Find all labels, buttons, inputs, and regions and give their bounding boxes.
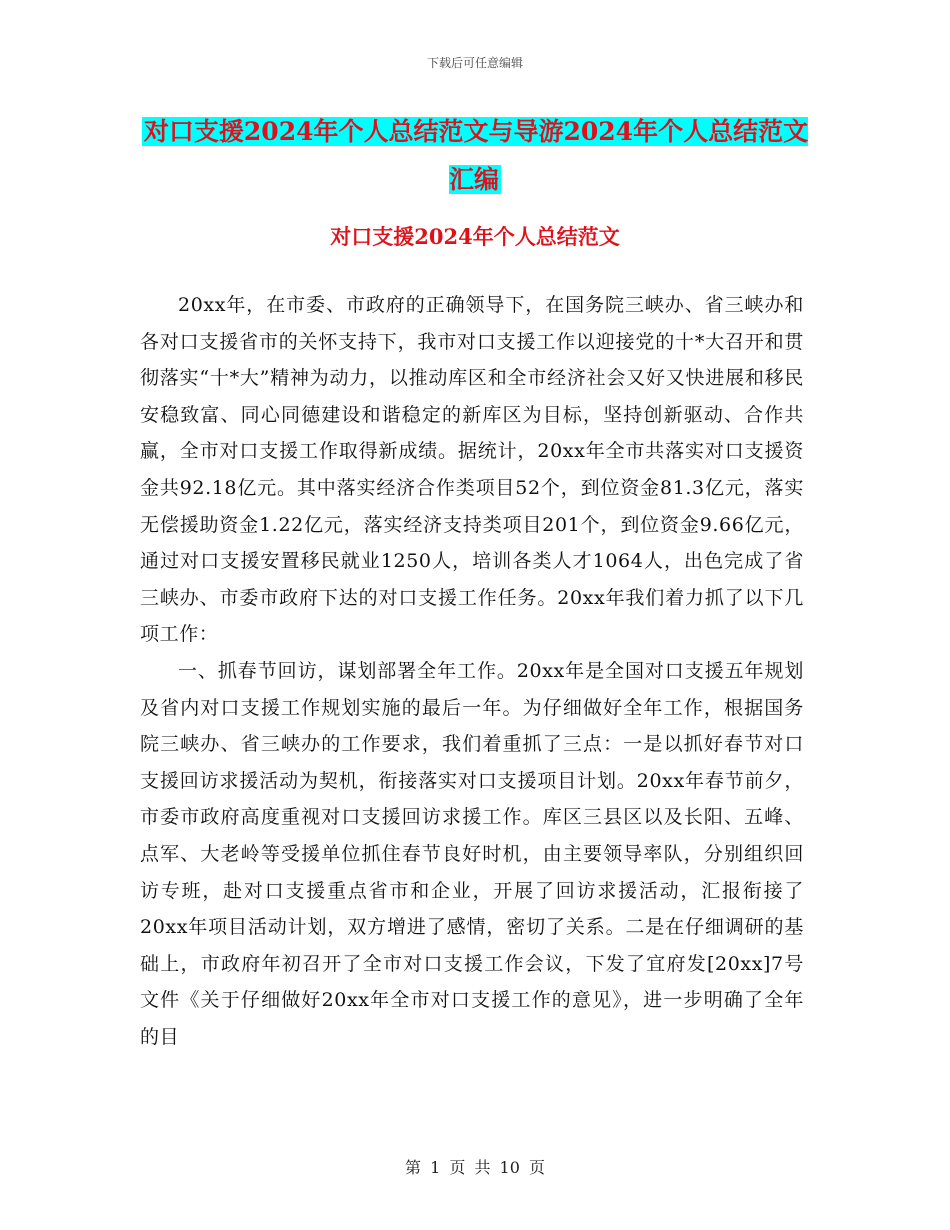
page-header-note: 下载后可任意编辑: [426, 56, 523, 70]
body-text: [140, 287, 804, 1055]
document-title-text: 对口支援2024年个人总结范文与导游2024年个人总结范文汇编: [143, 117, 809, 194]
document-title: [140, 108, 810, 204]
page-footer-indicator: 第 1 页 共 10 页: [405, 1158, 545, 1177]
section-title: 对口支援2024年个人总结范文: [330, 224, 620, 249]
paragraph: 一、抓春节回访，谋划部署全年工作。20xx年是全国对口支援五年规划及省内对口支援工作规划实施的最后一年。为仔细做好全年工作，根据国务院三峡办、省三峡办的工作要求，我们着重抓了三点：一是以抓好春节对口支援回访求援活动为契机，衔接落实对口支援项目计划。20xx年春节前夕，市委市政府高度重视对口支援回访求援工作。库区三县区以及长阳、五峰、点军、大老岭等受援单位抓住春节良好时机，由主要领导率队，分别组织回访专班，赴对口支援重点省市和企业，开展了回访求援活动，汇报衔接了20xx年项目活动计划，双方增进了感情，密切了关系。二是在仔细调研的基础上，市政府年初召开了全市对口支援工作会议，下发了宜府发[20xx]7号文件《关于仔细做好20xx年全市对口支援工作的意见》，进一步明确了全年的目: [140, 659, 804, 1048]
paragraph: 20xx年，在市委、市政府的正确领导下，在国务院三峡办、省三峡办和各对口支援省市的关怀支持下，我市对口支援工作以迎接党的十*大召开和贯彻落实“十*大”精神为动力，以推动库区和全市经济社会又好又快进展和移民安稳致富、同心同德建设和谐稳定的新库区为目标，坚持创新驱动、合作共赢，全市对口支援工作取得新成绩。据统计，20xx年全市共落实对口支援资金共92.18亿元。其中落实经济合作类项目52个，到位资金81.3亿元，落实无偿援助资金1.22亿元，落实经济支持类项目201个，到位资金9.66亿元，通过对口支援安置移民就业1250人，培训各类人才1064人，出色完成了省三峡办、市委市政府下达的对口支援工作任务。20xx年我们着力抓了以下几项工作：: [140, 294, 804, 646]
